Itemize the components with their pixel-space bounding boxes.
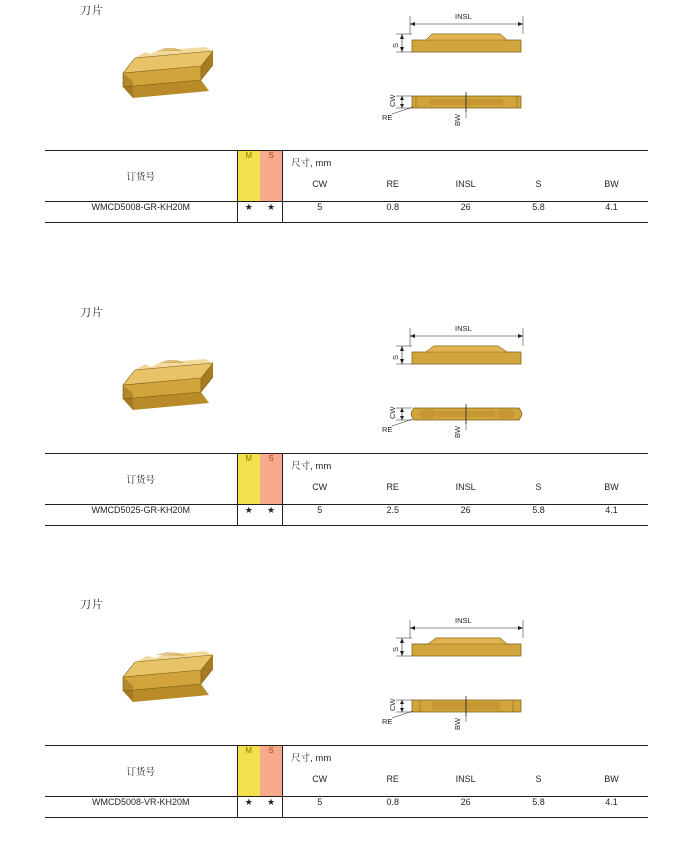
- product-block-3: [0, 584, 693, 863]
- s-header: S: [260, 151, 283, 180]
- s-header: S: [260, 454, 283, 483]
- m-spacer: [237, 774, 260, 797]
- value-cw: 5: [283, 797, 357, 818]
- col-cw: CW: [283, 179, 357, 202]
- col-bw: BW: [575, 774, 648, 797]
- value-insl: 26: [429, 797, 502, 818]
- label-s: S: [391, 646, 400, 652]
- table-header-row: [45, 151, 648, 180]
- value-s: 5.8: [502, 797, 575, 818]
- order-number: WMCD5008-GR-KH20M: [45, 202, 237, 223]
- value-insl: 26: [429, 202, 502, 223]
- dims-header: 尺寸, mm: [283, 151, 648, 180]
- m-mark: ★: [237, 797, 260, 818]
- order-header: 订货号: [45, 746, 237, 797]
- col-insl: INSL: [429, 179, 502, 202]
- label-s: S: [391, 42, 400, 48]
- label-re: RE: [382, 113, 393, 122]
- table-header-row: [45, 746, 648, 775]
- product-block-1: [0, 0, 693, 292]
- m-header: M: [237, 454, 260, 483]
- insert-3d-illustration: [105, 622, 225, 717]
- col-bw: BW: [575, 482, 648, 505]
- col-cw: CW: [283, 482, 357, 505]
- col-s: S: [502, 179, 575, 202]
- m-header: M: [237, 746, 260, 775]
- technical-drawing: [380, 608, 560, 733]
- s-spacer: [260, 179, 283, 202]
- order-header: 订货号: [45, 151, 237, 202]
- col-s: S: [502, 774, 575, 797]
- block-title: 刀片: [80, 5, 104, 17]
- value-s: 5.8: [502, 202, 575, 223]
- label-cw: CW: [388, 94, 397, 107]
- spec-table: [45, 745, 648, 818]
- col-cw: CW: [283, 774, 357, 797]
- order-number: WMCD5025-GR-KH20M: [45, 505, 237, 526]
- insert-3d-illustration: [105, 330, 225, 425]
- figure-area: [0, 594, 693, 734]
- m-spacer: [237, 179, 260, 202]
- table-row: [45, 797, 648, 818]
- value-bw: 4.1: [575, 505, 648, 526]
- figure-area: [0, 302, 693, 442]
- value-bw: 4.1: [575, 797, 648, 818]
- value-cw: 5: [283, 202, 357, 223]
- label-re: RE: [382, 717, 393, 726]
- s-mark: ★: [260, 505, 283, 526]
- col-re: RE: [356, 482, 429, 505]
- label-insl: INSL: [455, 616, 472, 625]
- value-re: 0.8: [356, 797, 429, 818]
- col-s: S: [502, 482, 575, 505]
- insert-3d-illustration: [105, 18, 225, 113]
- label-bw: BW: [453, 717, 462, 730]
- order-number: WMCD5008-VR-KH20M: [45, 797, 237, 818]
- label-insl: INSL: [455, 324, 472, 333]
- value-insl: 26: [429, 505, 502, 526]
- table-header-row: [45, 454, 648, 483]
- s-mark: ★: [260, 797, 283, 818]
- spec-table: [45, 150, 648, 223]
- technical-drawing: [380, 4, 560, 129]
- spec-table: [45, 453, 648, 526]
- label-bw: BW: [453, 425, 462, 438]
- label-bw: BW: [453, 113, 462, 126]
- m-spacer: [237, 482, 260, 505]
- label-s: S: [391, 354, 400, 360]
- block-title: 刀片: [80, 307, 104, 319]
- dims-header: 尺寸, mm: [283, 746, 648, 775]
- col-re: RE: [356, 179, 429, 202]
- block-title: 刀片: [80, 599, 104, 611]
- table-row: [45, 202, 648, 223]
- table-row: [45, 505, 648, 526]
- order-header: 订货号: [45, 454, 237, 505]
- col-bw: BW: [575, 179, 648, 202]
- value-cw: 5: [283, 505, 357, 526]
- s-spacer: [260, 482, 283, 505]
- technical-drawing: [380, 316, 560, 441]
- label-cw: CW: [388, 698, 397, 711]
- value-re: 2.5: [356, 505, 429, 526]
- value-bw: 4.1: [575, 202, 648, 223]
- col-insl: INSL: [429, 774, 502, 797]
- s-mark: ★: [260, 202, 283, 223]
- value-s: 5.8: [502, 505, 575, 526]
- col-insl: INSL: [429, 482, 502, 505]
- label-insl: INSL: [455, 12, 472, 21]
- value-re: 0.8: [356, 202, 429, 223]
- s-header: S: [260, 746, 283, 775]
- figure-area: [0, 0, 693, 140]
- m-mark: ★: [237, 505, 260, 526]
- label-re: RE: [382, 425, 393, 434]
- s-spacer: [260, 774, 283, 797]
- product-block-2: [0, 292, 693, 584]
- col-re: RE: [356, 774, 429, 797]
- m-header: M: [237, 151, 260, 180]
- dims-header: 尺寸, mm: [283, 454, 648, 483]
- label-cw: CW: [388, 406, 397, 419]
- m-mark: ★: [237, 202, 260, 223]
